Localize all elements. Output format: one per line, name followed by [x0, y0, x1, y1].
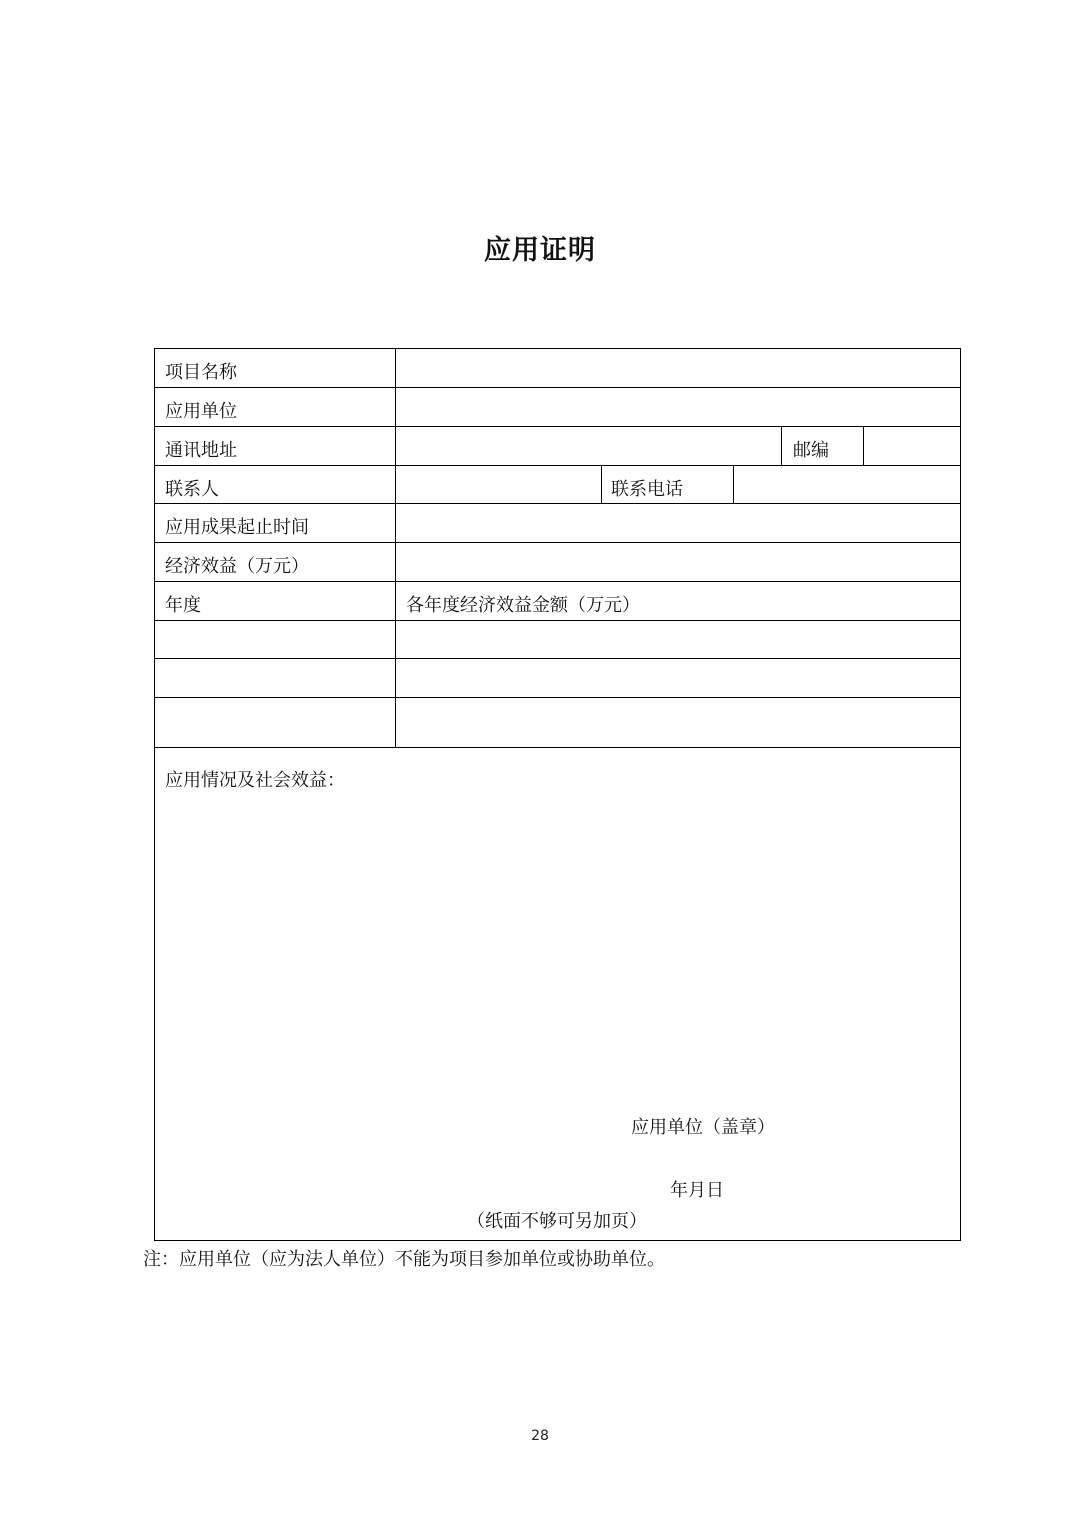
amount-field-3[interactable] [396, 698, 960, 747]
contact-field[interactable] [396, 466, 601, 503]
annual-benefit-label: 各年度经济效益金额（万元） [406, 595, 640, 616]
footnote: 注：应用单位（应为法人单位）不能为项目参加单位或协助单位。 [143, 1249, 665, 1270]
project-name-label: 项目名称 [165, 362, 237, 383]
benefit-label: 经济效益（万元） [165, 556, 309, 577]
postcode-field[interactable] [864, 427, 960, 465]
date-label: 年月日 [670, 1180, 724, 1201]
address-field[interactable] [396, 427, 781, 465]
address-label: 通讯地址 [165, 440, 237, 461]
applicant-label: 应用单位 [165, 401, 237, 422]
application-certificate-form [154, 348, 961, 1241]
year-field-3[interactable] [155, 698, 395, 747]
page-title: 应用证明 [484, 235, 596, 266]
phone-label: 联系电话 [611, 479, 683, 500]
amount-field-2[interactable] [396, 659, 960, 697]
amount-field-1[interactable] [396, 621, 960, 658]
extra-pages-label: （纸面不够可另加页） [467, 1211, 647, 1232]
column-divider [601, 465, 602, 503]
situation-field[interactable] [155, 799, 960, 1099]
applicant-field[interactable] [396, 388, 960, 426]
stamp-label: 应用单位（盖章） [631, 1117, 775, 1138]
period-label: 应用成果起止时间 [165, 517, 309, 538]
row-divider [155, 581, 960, 582]
contact-label: 联系人 [165, 479, 219, 500]
benefit-field[interactable] [396, 543, 960, 581]
year-field-2[interactable] [155, 659, 395, 697]
row-divider [155, 747, 960, 748]
column-divider [781, 426, 782, 465]
project-name-field[interactable] [396, 349, 960, 387]
postcode-label: 邮编 [793, 440, 829, 461]
period-field[interactable] [396, 504, 960, 542]
year-label: 年度 [165, 595, 201, 616]
phone-field[interactable] [734, 466, 960, 503]
page-number: 28 [531, 1428, 549, 1444]
year-field-1[interactable] [155, 621, 395, 658]
situation-label: 应用情况及社会效益： [165, 770, 345, 791]
